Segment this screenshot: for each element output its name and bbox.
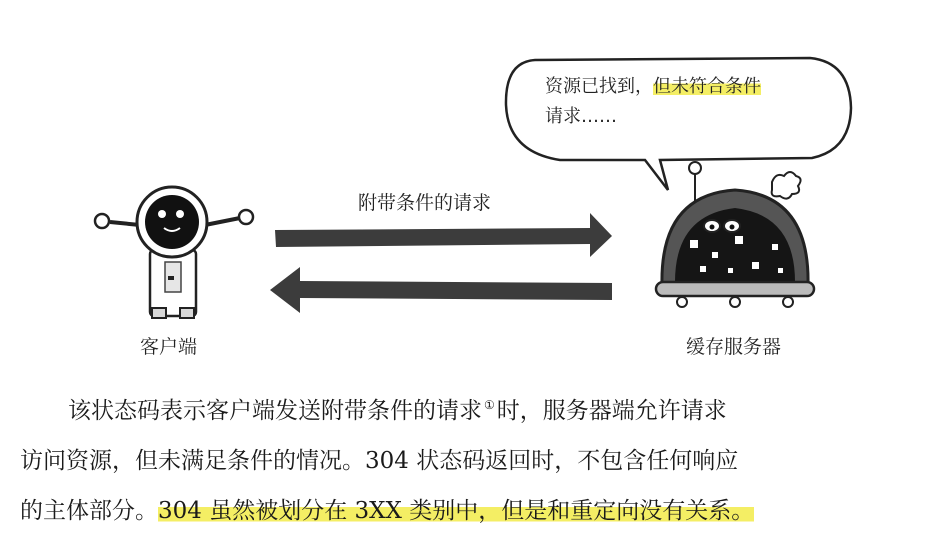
paragraph-line-1-before: 该状态码表示客户端发送附带条件的请求 (68, 398, 482, 424)
response-arrow (270, 267, 612, 313)
client-robot-icon (95, 187, 253, 318)
bubble-line-2: 请求…… (545, 106, 617, 127)
paragraph-line-1 (20, 392, 935, 425)
paragraph-line-2: 访问资源，但未满足条件的情况。304 状态码返回时，不包含任何响应 (20, 448, 739, 474)
client-label: 客户端 (140, 336, 198, 358)
cache-server-robot-icon (656, 162, 814, 307)
server-label: 缓存服务器 (686, 336, 782, 358)
paragraph-line-3-highlight: 304 虽然被划分在 3XX 类别中，但是和重定向没有关系。 (158, 498, 755, 524)
paragraph-line-3-plain: 的主体部分。 (20, 498, 158, 524)
request-arrow (275, 213, 612, 257)
paragraph-line-3 (20, 492, 935, 525)
bubble-line-1 (545, 72, 761, 102)
bubble-line-1-highlight: 但未符合条件 (653, 76, 761, 97)
bubble-line-1-plain: 资源已找到， (545, 76, 653, 97)
paragraph-line-1-after: 时，服务器端允许请求 (496, 398, 727, 424)
request-label: 附带条件的请求 (358, 192, 492, 214)
footnote-mark: ① (484, 398, 495, 413)
